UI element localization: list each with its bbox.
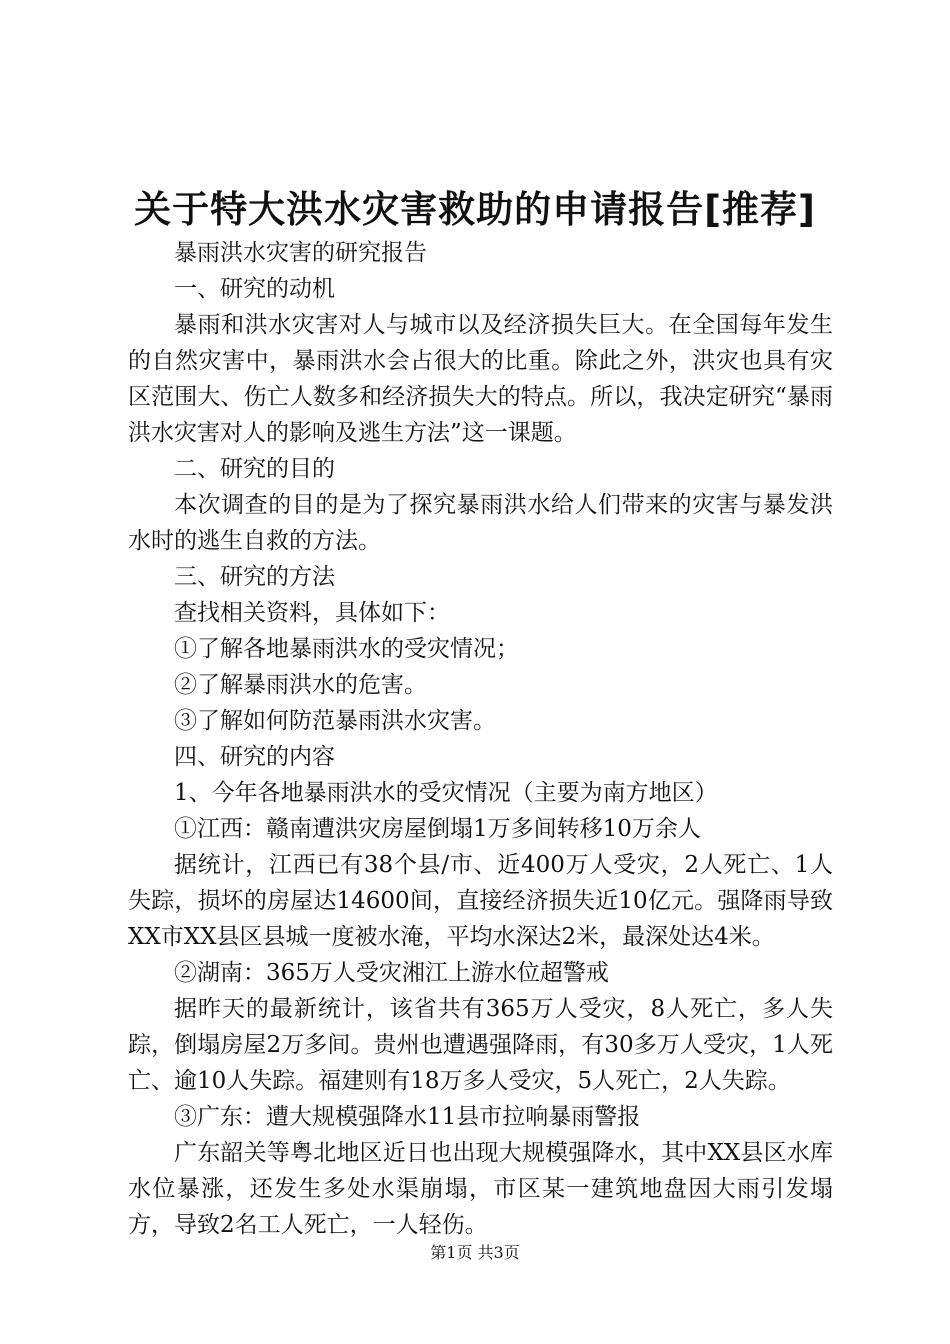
subheading-disaster-status: 1、今年各地暴雨洪水的受灾情况（主要为南方地区） (174, 780, 718, 806)
subheading-jiangxi: ①江西：赣南遭洪灾房屋倒塌1万多间转移10万余人 (174, 816, 701, 842)
paragraph-motivation: 暴雨和洪水灾害对人与城市以及经济损失巨大。在全国每年发生的自然灾害中，暴雨洪水会占很大的比重。除此之外，洪灾也具有灾区范围大、伤亡人数多和经济损失大的特点。所以，我决定研究“暴雨洪水灾害对人的影响及逃生方法”这一课题。 (128, 312, 833, 446)
method-item-2: ②了解暴雨洪水的危害。 (174, 672, 427, 698)
paragraph-hunan: 据昨天的最新统计，该省共有365万人受灾，8人死亡，多人失踪，倒塌房屋2万多间。贵州也遭遇强降雨，有30多万人受灾，1人死亡、逾10人失踪。福建则有18万多人受灾，5人死亡，2人失踪。 (128, 996, 833, 1094)
document-body (128, 235, 833, 1243)
heading-motivation: 一、研究的动机 (174, 276, 335, 302)
heading-content: 四、研究的内容 (174, 744, 335, 770)
document-title: 关于特大洪水灾害救助的申请报告[推荐] (134, 188, 816, 231)
heading-method: 三、研究的方法 (174, 564, 335, 590)
paragraph-guangdong: 广东韶关等粤北地区近日也出现大规模强降水，其中XX县区水库水位暴涨，还发生多处水渠崩塌，市区某一建筑地盘因大雨引发塌方，导致2名工人死亡，一人轻伤。 (128, 1140, 833, 1238)
subheading-hunan: ②湖南：365万人受灾湘江上游水位超警戒 (174, 960, 609, 986)
heading-purpose: 二、研究的目的 (174, 456, 335, 482)
paragraph-jiangxi: 据统计，江西已有38个县/市、近400万人受灾，2人死亡、1人失踪，损坏的房屋达14600间，直接经济损失近10亿元。强降雨导致XX市XX县区县城一度被水淹，平均水深达2米，最深处达4米。 (128, 852, 833, 950)
method-item-3: ③了解如何防范暴雨洪水灾害。 (174, 708, 496, 734)
paragraph-purpose: 本次调查的目的是为了探究暴雨洪水给人们带来的灾害与暴发洪水时的逃生自救的方法。 (128, 492, 833, 554)
subheading-guangdong: ③广东：遭大规模强降水11县市拉响暴雨警报 (174, 1104, 641, 1130)
paragraph-method-intro: 查找相关资料，具体如下： (174, 600, 450, 626)
paragraph-report-name: 暴雨洪水灾害的研究报告 (174, 240, 427, 266)
method-item-1: ①了解各地暴雨洪水的受灾情况； (174, 636, 519, 662)
page-footer: 第1页 共3页 (430, 1243, 520, 1262)
